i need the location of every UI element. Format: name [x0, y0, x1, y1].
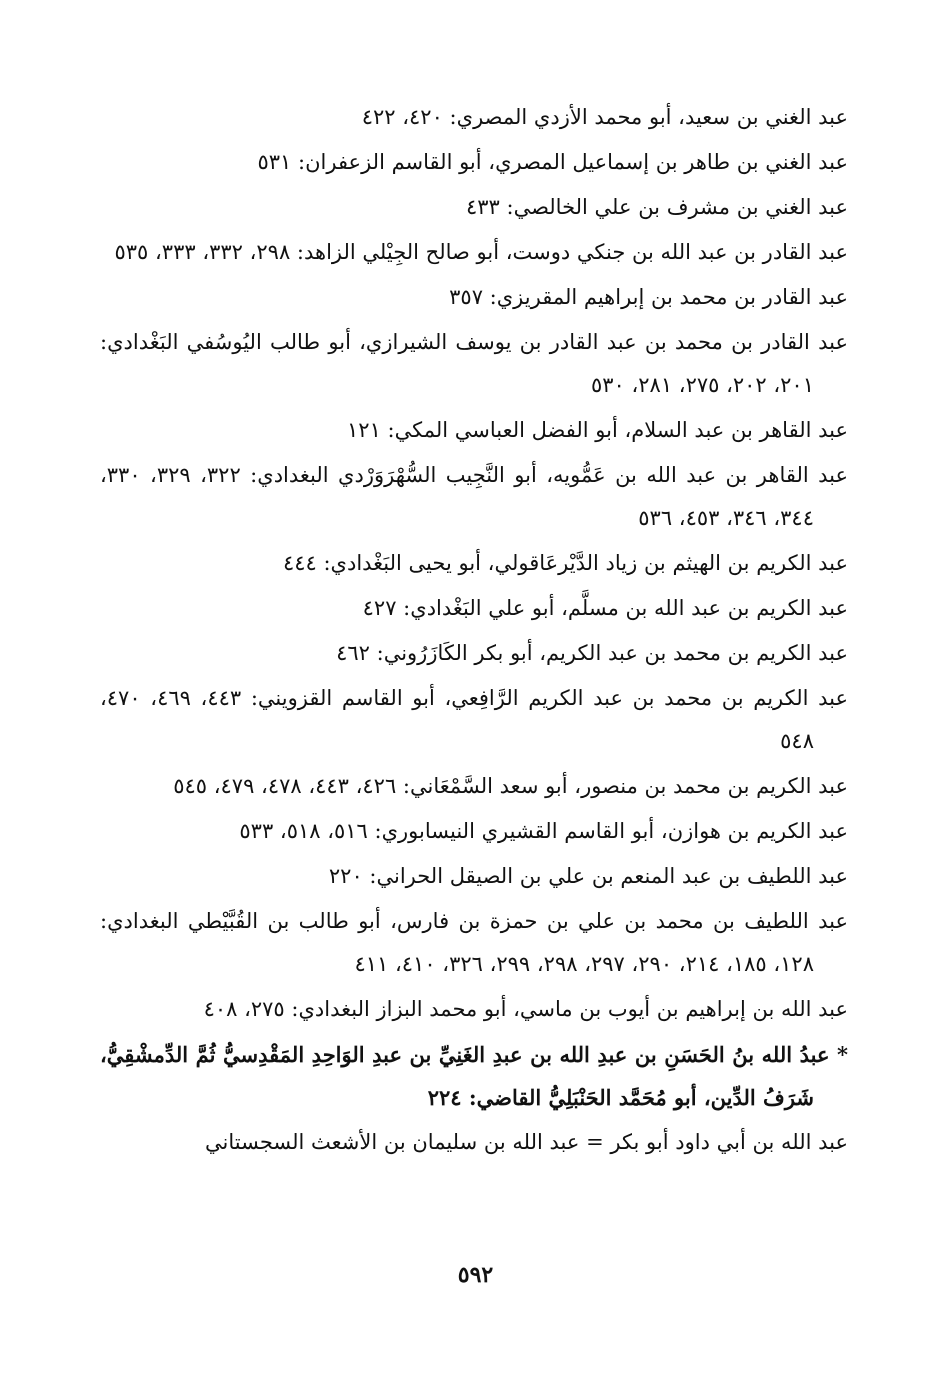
index-entry: عبد القاهر بن عبد الله بن عَمُّويه، أبو النَّجِيب السُّهْرَوَرْدي البغدادي: ٣٢٢، ٣٢٩، ٣٣٠، ٣٤٤، ٣٤٦، ٤٥٣، ٥٣٦ — [100, 463, 849, 530]
index-entry: عبد اللطيف بن محمد بن علي بن حمزة بن فارس، أبو طالب بن القُبَّيْطي البغدادي: ١٢٨، ١٨٥، ٢١٤، ٢٩٠، ٢٩٧، ٢٩٨، ٢٩٩، ٣٢٦، ٤١٠، ٤١١ — [100, 909, 848, 976]
index-entry: عبد الكريم بن هوازن، أبو القاسم القشيري النيسابوري: ٥١٦، ٥١٨، ٥٣٣ — [239, 819, 848, 843]
index-entry: عبد الله بن إبراهيم بن أيوب بن ماسي، أبو محمد البزاز البغدادي: ٢٧٥، ٤٠٨ — [203, 997, 848, 1021]
index-entry: عبد الكريم بن الهيثم بن زياد الدَّيْرعَاقولي، أبو يحيى البَغْدادي: ٤٤٤ — [282, 551, 848, 575]
index-entry: عبد القادر بن محمد بن إبراهيم المقريزي: ٣٥٧ — [449, 285, 848, 309]
index-entry: عبد اللطيف بن عبد المنعم بن علي بن الصيقل الحراني: ٢٢٠ — [328, 864, 848, 888]
index-entry: عبد الكريم بن محمد بن عبد الكريم، أبو بكر الكَازَرُوني: ٤٦٢ — [336, 641, 848, 665]
index-entry: عبد الكريم بن عبد الله بن مسلَّم، أبو علي البَغْدادي: ٤٢٧ — [362, 596, 848, 620]
index-entry-featured: * عبدُ الله بنُ الحَسَنِ بن عبدِ الله بن عبدِ الغَنِيِّ بن عبدِ الوَاحِدِ المَقْدِسيُّ ثُمَّ الدِّمشْقِيُّ، شَرَفُ الدِّين، أبو مُحَمَّد الحَنْبَلِيُّ القاضي: ٢٢٤ — [100, 1042, 848, 1110]
index-entry: عبد الله بن أبي داود أبو بكر = عبد الله بن سليمان بن الأشعث السجستاني — [205, 1130, 848, 1154]
index-entry: عبد الغني بن طاهر بن إسماعيل المصري، أبو القاسم الزعفران: ٥٣١ — [257, 150, 848, 174]
index-page — [100, 96, 848, 1166]
index-entry: عبد القاهر بن عبد السلام، أبو الفضل العباسي المكي: ١٢١ — [347, 418, 848, 442]
index-entry: عبد القادر بن عبد الله بن جنكي دوست، أبو صالح الجِيْلي الزاهد: ٢٩٨، ٣٣٢، ٣٣٣، ٥٣٥ — [114, 240, 848, 264]
index-entry: عبد الكريم بن محمد بن منصور، أبو سعد السَّمْعَاني: ٤٢٦، ٤٤٣، ٤٧٨، ٤٧٩، ٥٤٥ — [173, 774, 848, 798]
index-entry: عبد القادر بن محمد بن عبد القادر بن يوسف الشيرازي، أبو طالب اليُوسُفي البَغْدادي: ٢٠١، ٢٠٢، ٢٧٥، ٢٨١، ٥٣٠ — [100, 330, 848, 397]
page-number: ٥٩٢ — [457, 1262, 494, 1288]
index-entry: عبد الكريم بن محمد بن عبد الكريم الرَّافِعي، أبو القاسم القزويني: ٤٤٣، ٤٦٩، ٤٧٠، ٥٤٨ — [100, 686, 849, 753]
index-entry: عبد الغني بن سعيد، أبو محمد الأزدي المصري: ٤٢٠، ٤٢٢ — [361, 105, 848, 129]
index-entry: عبد الغني بن مشرف بن علي الخالصي: ٤٣٣ — [465, 195, 848, 219]
